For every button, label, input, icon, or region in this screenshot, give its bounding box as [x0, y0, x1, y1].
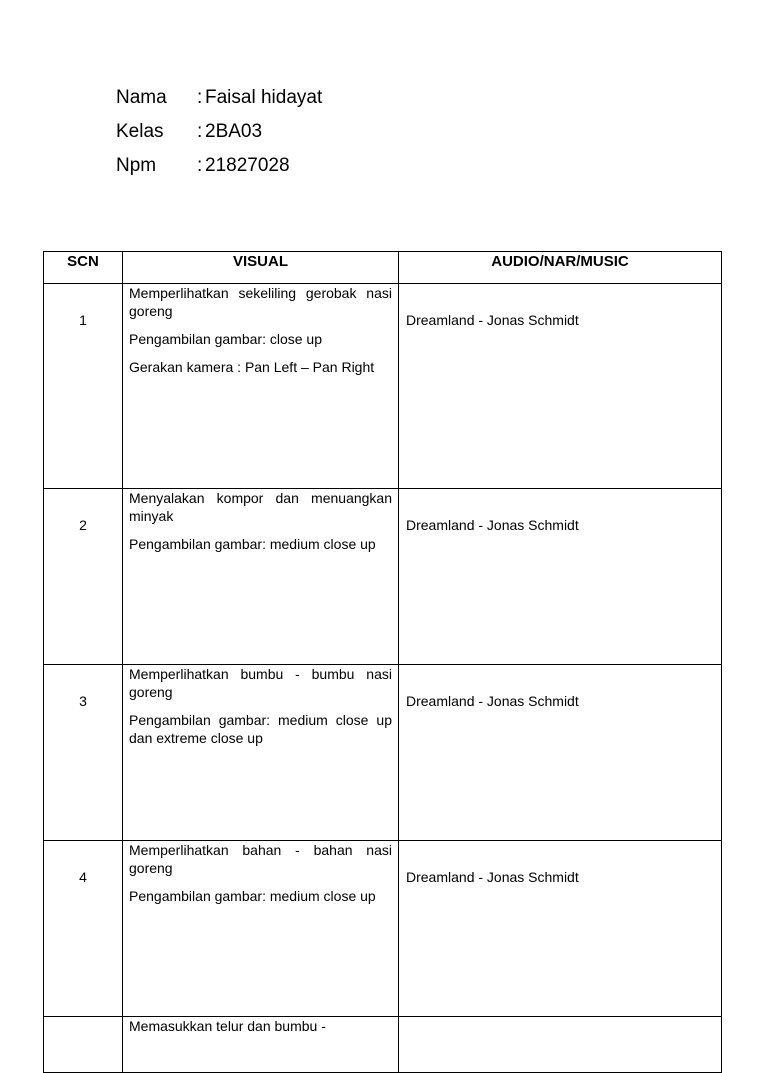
visual-description [123, 841, 399, 1017]
identity-separator: : [197, 155, 203, 176]
table-row [44, 489, 722, 665]
audio-description [399, 1017, 722, 1073]
table-row [44, 284, 722, 489]
header-visual: VISUAL [123, 252, 399, 284]
identity-row-kelas [116, 119, 322, 153]
header-scn: SCN [44, 252, 123, 284]
identity-label: Kelas [116, 121, 164, 142]
visual-line: Menyalakan kompor dan menuangkan minyak [129, 490, 392, 524]
identity-value-name: Faisal hidayat [205, 87, 323, 108]
visual-line: Memperlihatkan bahan - bahan nasi goreng [129, 842, 392, 876]
audio-description: Dreamland - Jonas Schmidt [399, 841, 722, 1017]
visual-line: Pengambilan gambar: medium close up [129, 888, 376, 904]
table-header-row [44, 252, 722, 284]
visual-line: Gerakan kamera : Pan Left – Pan Right [129, 359, 375, 375]
table-row [44, 1017, 722, 1073]
identity-value-npm: 21827028 [205, 155, 290, 176]
audio-description: Dreamland - Jonas Schmidt [399, 665, 722, 841]
visual-line: Memperlihatkan sekeliling gerobak nasi goreng [129, 285, 392, 319]
table-row [44, 841, 722, 1017]
student-identity [116, 85, 322, 187]
identity-row-nama [116, 85, 322, 119]
scene-number: 2 [44, 489, 123, 665]
identity-value-class: 2BA03 [205, 121, 263, 142]
table-row [44, 665, 722, 841]
visual-line: Pengambilan gambar: medium close up [129, 536, 376, 552]
visual-line: Pengambilan gambar: medium close up dan extreme close up [129, 712, 392, 746]
audio-description: Dreamland - Jonas Schmidt [399, 489, 722, 665]
visual-line: Memperlihatkan bumbu - bumbu nasi goreng [129, 666, 392, 700]
identity-row-npm [116, 153, 322, 187]
identity-separator: : [197, 87, 203, 108]
header-audio: AUDIO/NAR/MUSIC [399, 252, 722, 284]
identity-label: Npm [116, 155, 157, 176]
scene-number: 3 [44, 665, 123, 841]
visual-description [123, 489, 399, 665]
visual-description [123, 1017, 399, 1073]
storyboard-table [43, 251, 722, 1073]
visual-line: Memasukkan telur dan bumbu - [129, 1018, 326, 1034]
scene-number: 4 [44, 841, 123, 1017]
visual-description [123, 665, 399, 841]
identity-separator: : [197, 121, 203, 142]
scene-number [44, 1017, 123, 1073]
visual-line: Pengambilan gambar: close up [129, 331, 323, 347]
identity-label: Nama [116, 87, 167, 108]
visual-description [123, 284, 399, 489]
scene-number: 1 [44, 284, 123, 489]
audio-description: Dreamland - Jonas Schmidt [399, 284, 722, 489]
